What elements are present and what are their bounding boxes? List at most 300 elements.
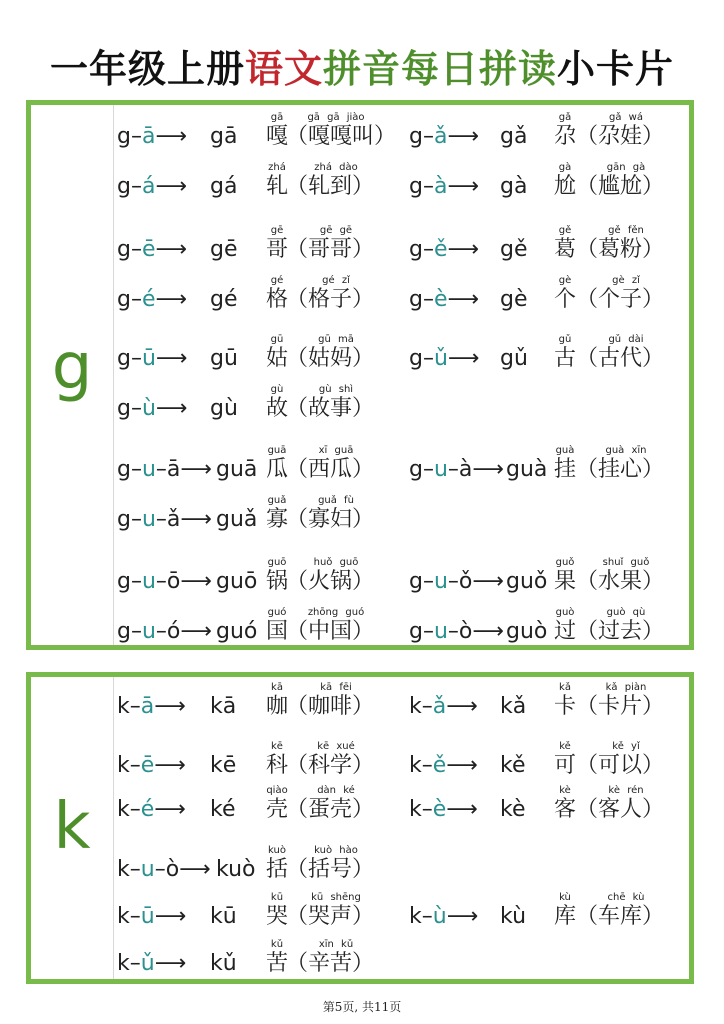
word-pinyin: gū mā — [318, 334, 354, 345]
dash: – — [154, 857, 166, 882]
dash: – — [422, 619, 434, 644]
medial-vowel: è — [432, 797, 447, 822]
arrow-icon: ⟶ — [447, 346, 478, 371]
word-pinyin: xīn kǔ — [318, 939, 354, 950]
character-pinyin: guō — [267, 557, 287, 568]
title-part-grade: 一年级上册 — [49, 46, 245, 91]
arrow-icon: ⟶ — [155, 396, 186, 421]
character-pinyin: kā — [271, 682, 283, 693]
card-k — [26, 672, 694, 984]
chinese-character: 个 — [553, 287, 576, 312]
word-pinyin: gě fěn — [608, 225, 644, 236]
character-pinyin: kǔ — [270, 939, 284, 950]
initial-consonant: g — [117, 237, 131, 262]
dash: – — [130, 237, 142, 262]
initial-consonant: g — [409, 457, 423, 482]
arrow-icon: ⟶ — [154, 951, 185, 976]
medial-vowel: é — [140, 797, 155, 822]
medial-vowel: u — [433, 457, 448, 482]
initial-consonant: k — [117, 694, 130, 719]
syllable-result: kā — [210, 694, 237, 719]
medial-vowel: ā — [140, 694, 155, 719]
arrow-icon: ⟶ — [446, 753, 476, 778]
card-g — [26, 100, 694, 650]
initial-consonant: g — [409, 569, 423, 594]
medial-vowel: à — [433, 174, 448, 199]
spelling-formula — [117, 857, 209, 883]
medial-vowel: ǎ — [432, 694, 447, 719]
initial-consonant: g — [117, 619, 131, 644]
character-pinyin: kē — [271, 741, 283, 752]
syllable-result: gā — [210, 124, 238, 149]
medial-vowel: ē — [140, 753, 155, 778]
final-vowel: ǒ — [458, 569, 473, 594]
word-pinyin: gā gā jiào — [307, 112, 365, 123]
dash: – — [421, 797, 433, 822]
syllable-result: guò — [506, 619, 548, 644]
chinese-character: 故 — [265, 396, 288, 421]
medial-vowel: u — [141, 457, 156, 482]
chinese-character: 苦 — [265, 951, 288, 976]
example-word: （可以） — [576, 753, 665, 778]
dash: – — [129, 904, 141, 929]
dash: – — [130, 396, 142, 421]
dash: – — [447, 457, 459, 482]
spelling-formula — [409, 346, 477, 372]
chinese-character: 瓜 — [265, 457, 288, 482]
pinyin-entry — [31, 739, 671, 779]
initial-consonant: k — [117, 753, 130, 778]
medial-vowel: ù — [432, 904, 447, 929]
dash: – — [130, 174, 142, 199]
initial-consonant: g — [117, 124, 131, 149]
character-pinyin: guǒ — [555, 557, 575, 568]
initial-consonant: g — [117, 507, 131, 532]
word-pinyin: dàn ké — [317, 785, 355, 796]
syllable-result: kū — [210, 904, 237, 929]
word-pinyin: chē kù — [607, 892, 645, 903]
word-pinyin: zhá dào — [314, 162, 358, 173]
character-pinyin: gǔ — [558, 334, 572, 345]
dash: – — [130, 346, 142, 371]
page-footer: 第5页, 共11页 — [322, 1000, 402, 1014]
word-pinyin: guǎ fù — [318, 495, 354, 506]
syllable-result: kuò — [216, 857, 256, 882]
final-vowel: ò — [165, 857, 180, 882]
pinyin-entry — [31, 783, 671, 823]
character-pinyin: gē — [270, 225, 284, 236]
example-word: （嘎嘎叫） — [286, 124, 397, 149]
dash: – — [155, 569, 167, 594]
syllable-result: kǎ — [500, 694, 527, 719]
chinese-character: 嘎 — [265, 124, 288, 149]
syllable-result: guó — [216, 619, 258, 644]
initial-consonant: k — [409, 904, 422, 929]
initial-consonant: g — [117, 174, 131, 199]
dash: – — [422, 457, 434, 482]
dash: – — [129, 797, 141, 822]
pinyin-entry — [31, 605, 671, 645]
spelling-formula — [117, 396, 185, 422]
character-pinyin: qiào — [266, 785, 288, 796]
dash: – — [130, 457, 142, 482]
syllable-result: kē — [210, 753, 237, 778]
example-word: （轧到） — [286, 174, 375, 199]
word-pinyin: zhōng guó — [307, 607, 365, 618]
initial-consonant: k — [409, 694, 422, 719]
character-pinyin: gě — [558, 225, 572, 236]
word-pinyin: guò qù — [606, 607, 646, 618]
spelling-formula — [409, 569, 502, 595]
chinese-character: 库 — [553, 904, 576, 929]
example-word: （葛粉） — [576, 237, 665, 262]
syllable-result: gù — [210, 396, 238, 421]
pinyin-entry — [31, 937, 671, 977]
medial-vowel: ǔ — [140, 951, 155, 976]
chinese-character: 葛 — [553, 237, 576, 262]
arrow-icon: ⟶ — [155, 346, 186, 371]
final-vowel: à — [458, 457, 473, 482]
character-pinyin: gū — [270, 334, 284, 345]
initial-consonant: g — [117, 457, 131, 482]
chinese-character: 哥 — [265, 237, 288, 262]
syllable-result: gà — [500, 174, 528, 199]
dash: – — [155, 457, 167, 482]
chinese-character: 壳 — [265, 797, 288, 822]
arrow-icon: ⟶ — [447, 237, 478, 262]
dash: – — [155, 507, 167, 532]
spelling-formula — [409, 237, 477, 263]
character-pinyin: kě — [559, 741, 571, 752]
pinyin-entry — [31, 890, 671, 930]
example-word: （故事） — [286, 396, 375, 421]
initial-consonant: g — [409, 237, 423, 262]
arrow-icon: ⟶ — [446, 694, 476, 719]
chinese-character: 格 — [265, 287, 288, 312]
dash: – — [422, 346, 434, 371]
syllable-result: gǔ — [500, 346, 528, 371]
character-pinyin: kù — [559, 892, 571, 903]
example-word: （辛苦） — [286, 951, 375, 976]
arrow-icon: ⟶ — [447, 174, 477, 199]
medial-vowel: u — [140, 857, 155, 882]
chinese-character: 挂 — [553, 457, 576, 482]
chinese-character: 客 — [553, 797, 576, 822]
chinese-character: 果 — [553, 569, 576, 594]
character-pinyin: guà — [555, 445, 575, 456]
page-title — [0, 44, 724, 94]
card-divider — [113, 677, 114, 979]
example-word: （咖啡） — [286, 694, 375, 719]
medial-vowel: ū — [140, 904, 155, 929]
word-pinyin: kuò hào — [314, 845, 358, 856]
syllable-result: guā — [216, 457, 258, 482]
example-word: （尕娃） — [576, 124, 665, 149]
character-pinyin: gé — [270, 275, 284, 286]
character-pinyin: gè — [558, 275, 572, 286]
arrow-icon: ⟶ — [180, 507, 210, 532]
initial-consonant: g — [117, 346, 131, 371]
syllable-result: guà — [506, 457, 548, 482]
dash: – — [155, 619, 167, 644]
character-pinyin: gǎ — [558, 112, 572, 123]
spelling-formula — [409, 904, 476, 930]
initial-consonant: k — [409, 797, 422, 822]
medial-vowel: é — [141, 287, 156, 312]
initial-consonant: g — [409, 124, 423, 149]
title-part-pinyin: 拼音每日拼读 — [323, 46, 558, 91]
word-pinyin: gè zǐ — [612, 275, 640, 286]
medial-vowel: u — [433, 619, 448, 644]
title-part-card: 小卡片 — [557, 46, 675, 91]
word-pinyin: gǔ dài — [608, 334, 644, 345]
spelling-formula — [117, 951, 184, 977]
syllable-result: kě — [500, 753, 526, 778]
initial-consonant: k — [117, 904, 130, 929]
medial-vowel: ē — [141, 237, 156, 262]
word-pinyin: huǒ guō — [313, 557, 359, 568]
pinyin-entry — [31, 332, 671, 372]
example-word: （姑妈） — [286, 346, 375, 371]
arrow-icon: ⟶ — [472, 457, 502, 482]
initial-consonant: g — [409, 346, 423, 371]
word-pinyin: kū shēng — [311, 892, 361, 903]
word-pinyin: kè rén — [608, 785, 644, 796]
chinese-character: 尬 — [553, 174, 576, 199]
medial-vowel: u — [141, 569, 156, 594]
spelling-formula — [409, 287, 477, 313]
dash: – — [129, 753, 141, 778]
word-pinyin: kě yǐ — [612, 741, 640, 752]
syllable-result: kù — [500, 904, 527, 929]
character-pinyin: kè — [559, 785, 571, 796]
final-vowel: ā — [166, 457, 181, 482]
word-pinyin: guà xīn — [605, 445, 647, 456]
spelling-formula — [409, 457, 502, 483]
arrow-icon: ⟶ — [154, 753, 184, 778]
pinyin-entry — [31, 382, 671, 422]
dash: – — [130, 124, 142, 149]
word-pinyin: gù shì — [318, 384, 354, 395]
chinese-character: 古 — [553, 346, 576, 371]
syllable-result: gá — [210, 174, 238, 199]
arrow-icon: ⟶ — [155, 124, 185, 149]
syllable-result: ké — [210, 797, 236, 822]
chinese-character: 科 — [265, 753, 288, 778]
medial-vowel: á — [141, 174, 156, 199]
spelling-formula — [409, 694, 476, 720]
medial-vowel: u — [141, 619, 156, 644]
dash: – — [421, 904, 433, 929]
final-vowel: ō — [166, 569, 181, 594]
card-letter: k — [53, 790, 91, 864]
syllable-result: gē — [210, 237, 238, 262]
chinese-character: 轧 — [265, 174, 288, 199]
word-pinyin: kā fēi — [320, 682, 352, 693]
pinyin-entry — [31, 273, 671, 313]
word-pinyin: kǎ piàn — [605, 682, 647, 693]
syllable-result: gǎ — [500, 124, 528, 149]
medial-vowel: u — [433, 569, 448, 594]
arrow-icon: ⟶ — [447, 287, 478, 312]
arrow-icon: ⟶ — [180, 569, 210, 594]
character-pinyin: gù — [270, 384, 284, 395]
example-word: （挂心） — [576, 457, 665, 482]
arrow-icon: ⟶ — [180, 619, 210, 644]
medial-vowel: ě — [432, 753, 447, 778]
example-word: （水果） — [576, 569, 665, 594]
spelling-formula — [409, 174, 477, 200]
initial-consonant: g — [409, 287, 423, 312]
dash: – — [129, 857, 141, 882]
arrow-icon: ⟶ — [447, 124, 477, 149]
syllable-result: guǎ — [216, 507, 258, 532]
final-vowel: ò — [458, 619, 473, 644]
chinese-character: 咖 — [265, 694, 288, 719]
dash: – — [447, 569, 459, 594]
chinese-character: 寡 — [265, 507, 288, 532]
character-pinyin: guǎ — [267, 495, 287, 506]
spelling-formula — [409, 797, 476, 823]
final-vowel: ǎ — [166, 507, 181, 532]
dash: – — [130, 569, 142, 594]
arrow-icon: ⟶ — [472, 569, 502, 594]
chinese-character: 过 — [553, 619, 576, 644]
example-word: （个子） — [576, 287, 665, 312]
example-word: （客人） — [576, 797, 665, 822]
syllable-result: gé — [210, 287, 238, 312]
example-word: （车库） — [576, 904, 665, 929]
pinyin-entry — [31, 160, 671, 200]
initial-consonant: k — [117, 857, 130, 882]
chinese-character: 可 — [553, 753, 576, 778]
initial-consonant: k — [117, 951, 130, 976]
chinese-character: 括 — [265, 857, 288, 882]
character-pinyin: zhá — [268, 162, 286, 173]
word-pinyin: gān gà — [606, 162, 646, 173]
syllable-result: gū — [210, 346, 238, 371]
arrow-icon: ⟶ — [180, 457, 210, 482]
word-pinyin: xī guā — [318, 445, 354, 456]
pinyin-entry — [31, 555, 671, 595]
dash: – — [130, 507, 142, 532]
dash: – — [130, 287, 142, 312]
arrow-icon: ⟶ — [155, 174, 185, 199]
example-word: （哥哥） — [286, 237, 375, 262]
character-pinyin: gà — [558, 162, 572, 173]
medial-vowel: ǔ — [433, 346, 448, 371]
arrow-icon: ⟶ — [154, 904, 185, 929]
example-word: （西瓜） — [286, 457, 375, 482]
chinese-character: 卡 — [553, 694, 576, 719]
arrow-icon: ⟶ — [154, 694, 184, 719]
final-vowel: ó — [166, 619, 181, 644]
title-part-subject: 语文 — [244, 46, 323, 91]
dash: – — [422, 124, 434, 149]
chinese-character: 国 — [265, 619, 288, 644]
dash: – — [421, 753, 433, 778]
spelling-formula — [409, 124, 477, 150]
spelling-formula — [409, 753, 476, 779]
example-word: （括号） — [286, 857, 375, 882]
syllable-result: kè — [500, 797, 526, 822]
arrow-icon: ⟶ — [446, 797, 476, 822]
initial-consonant: g — [409, 174, 423, 199]
medial-vowel: ě — [433, 237, 448, 262]
dash: – — [421, 694, 433, 719]
example-word: （中国） — [286, 619, 375, 644]
syllable-result: guǒ — [506, 569, 548, 594]
arrow-icon: ⟶ — [155, 287, 186, 312]
example-word: （科学） — [286, 753, 375, 778]
spelling-formula — [117, 507, 210, 533]
chinese-character: 锅 — [265, 569, 288, 594]
example-word: （蛋壳） — [286, 797, 375, 822]
character-pinyin: guò — [555, 607, 575, 618]
example-word: （火锅） — [286, 569, 375, 594]
initial-consonant: g — [409, 619, 423, 644]
medial-vowel: ā — [141, 124, 156, 149]
character-pinyin: kǎ — [559, 682, 571, 693]
syllable-result: gě — [500, 237, 528, 262]
example-word: （卡片） — [576, 694, 665, 719]
word-pinyin: gé zǐ — [322, 275, 350, 286]
pinyin-entry — [31, 493, 671, 533]
dash: – — [129, 951, 141, 976]
dash: – — [422, 569, 434, 594]
medial-vowel: è — [433, 287, 448, 312]
pinyin-entry — [31, 680, 671, 720]
example-word: （寡妇） — [286, 507, 375, 532]
word-pinyin: shuǐ guǒ — [602, 557, 650, 568]
pinyin-entry — [31, 110, 671, 150]
syllable-result: guō — [216, 569, 258, 594]
medial-vowel: ǎ — [433, 124, 448, 149]
dash: – — [422, 174, 434, 199]
spelling-formula — [409, 619, 502, 645]
chinese-character: 尕 — [553, 124, 576, 149]
initial-consonant: g — [117, 287, 131, 312]
example-word: （尴尬） — [576, 174, 665, 199]
word-pinyin: gē gē — [319, 225, 353, 236]
initial-consonant: g — [117, 396, 131, 421]
example-word: （古代） — [576, 346, 665, 371]
example-word: （格子） — [286, 287, 375, 312]
dash: – — [130, 619, 142, 644]
dash: – — [129, 694, 141, 719]
pinyin-entry — [31, 843, 671, 883]
dash: – — [447, 619, 459, 644]
initial-consonant: k — [409, 753, 422, 778]
word-pinyin: kē xué — [317, 741, 355, 752]
medial-vowel: ū — [141, 346, 156, 371]
medial-vowel: ù — [141, 396, 156, 421]
example-word: （过去） — [576, 619, 665, 644]
syllable-result: kǔ — [210, 951, 237, 976]
arrow-icon: ⟶ — [472, 619, 502, 644]
pinyin-entry — [31, 443, 671, 483]
arrow-icon: ⟶ — [446, 904, 477, 929]
initial-consonant: g — [117, 569, 131, 594]
example-word: （哭声） — [286, 904, 375, 929]
arrow-icon: ⟶ — [179, 857, 209, 882]
arrow-icon: ⟶ — [155, 237, 186, 262]
card-letter: g — [51, 330, 93, 404]
chinese-character: 哭 — [265, 904, 288, 929]
chinese-character: 姑 — [265, 346, 288, 371]
character-pinyin: kuò — [268, 845, 286, 856]
character-pinyin: guā — [267, 445, 287, 456]
